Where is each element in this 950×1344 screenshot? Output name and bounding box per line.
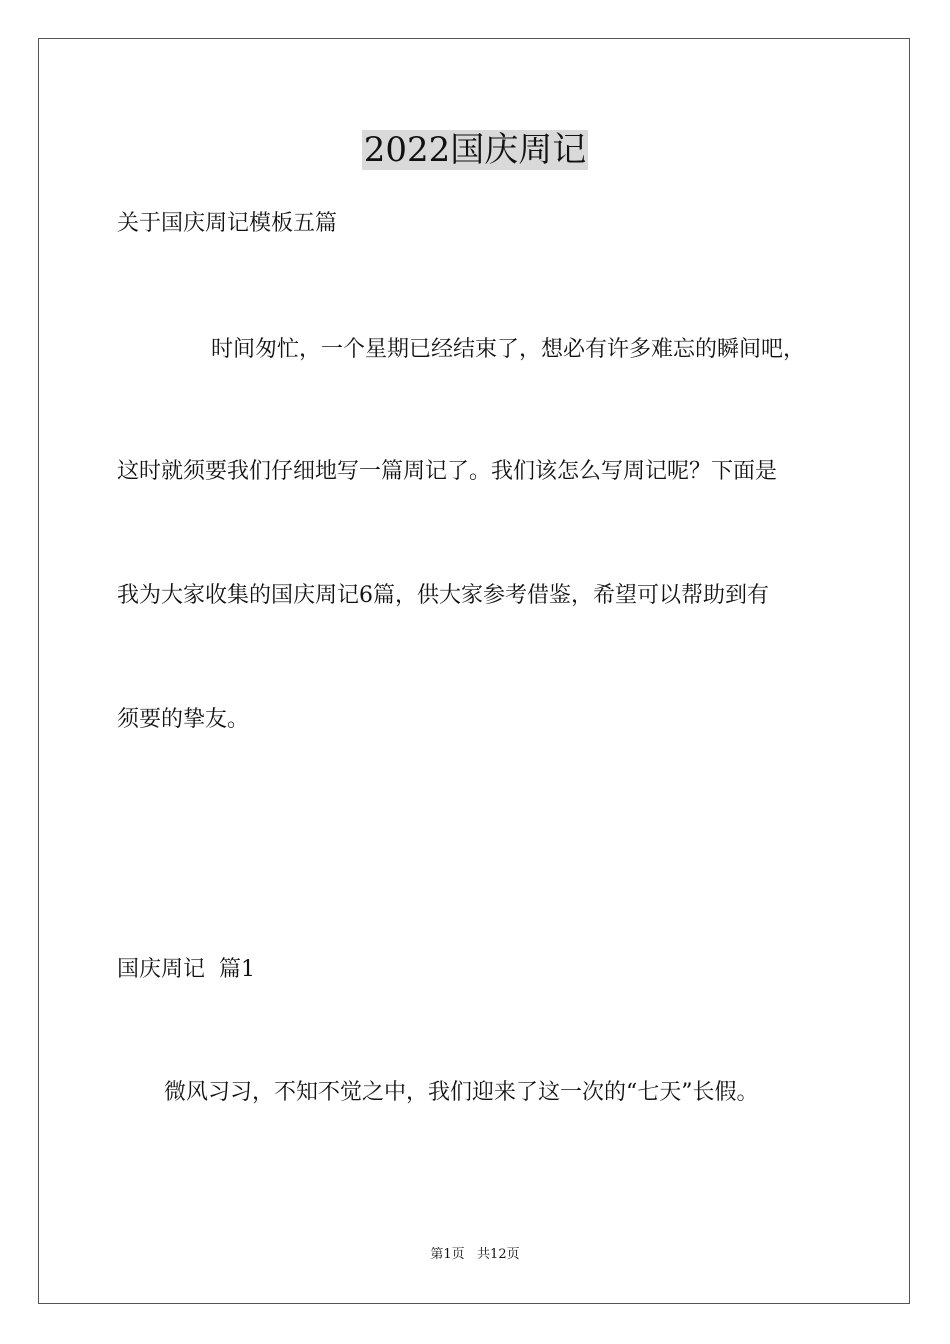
section-first-line: 微风习习，不知不觉之中，我们迎来了这一次的“七天”长假。 (164, 1080, 759, 1105)
document-title-text: 2022国庆周记 (363, 130, 587, 170)
section-heading: 国庆周记 篇1 (117, 957, 255, 982)
document-title (0, 126, 950, 174)
document-subtitle: 关于国庆周记模板五篇 (117, 211, 338, 236)
intro-line-3: 我为大家收集的国庆周记6篇，供大家参考借鉴，希望可以帮助到有 (117, 583, 769, 608)
page-footer: 第1页 共12页 (430, 1247, 520, 1262)
intro-line-2: 这时就须要我们仔细地写一篇周记了。我们该怎么写周记呢？下面是 (117, 459, 778, 484)
intro-line-1: 时间匆忙，一个星期已经结束了，想必有许多难忘的瞬间吧， (211, 337, 806, 362)
intro-line-4: 须要的挚友。 (117, 707, 250, 732)
